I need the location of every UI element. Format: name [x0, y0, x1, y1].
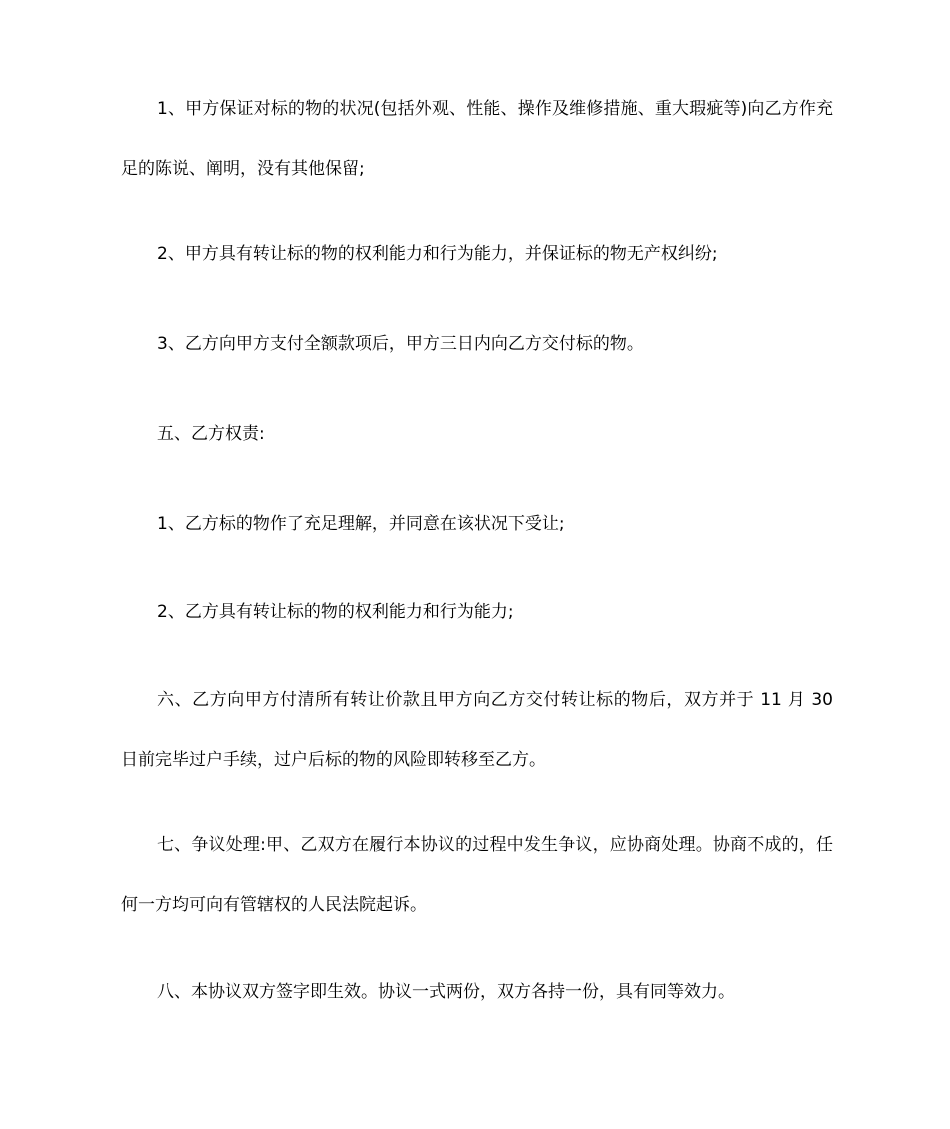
clause-buyer-capacity: 2、乙方具有转让标的物的权利能力和行为能力;: [157, 602, 514, 622]
clause-dispute-resolution: 七、争议处理:甲、乙双方在履行本协议的过程中发生争议，应协商处理。协商不成的，任何一方均可向有管辖权的人民法院起诉。: [121, 835, 833, 915]
clause-payment-delivery: 3、乙方向甲方支付全额款项后，甲方三日内向乙方交付标的物。: [157, 334, 644, 354]
section-heading-buyer-duties: 五、乙方权责:: [157, 424, 265, 444]
clause-transfer-deadline: 六、乙方向甲方付清所有转让价款且甲方向乙方交付转让标的物后，双方并于 11 月 30 日前完毕过户手续，过户后标的物的风险即转移至乙方。: [121, 690, 833, 770]
clause-seller-capacity: 2、甲方具有转让标的物的权利能力和行为能力，并保证标的物无产权纠纷;: [157, 244, 718, 264]
clause-seller-disclosure: 1、甲方保证对标的物的状况(包括外观、性能、操作及维修措施、重大瑕疵等)向乙方作充足的陈说、阐明，没有其他保留;: [121, 99, 833, 179]
clause-effectiveness: 八、本协议双方签字即生效。协议一式两份，双方各持一份，具有同等效力。: [157, 982, 735, 1002]
clause-buyer-acknowledgement: 1、乙方标的物作了充足理解，并同意在该状况下受让;: [157, 514, 565, 534]
